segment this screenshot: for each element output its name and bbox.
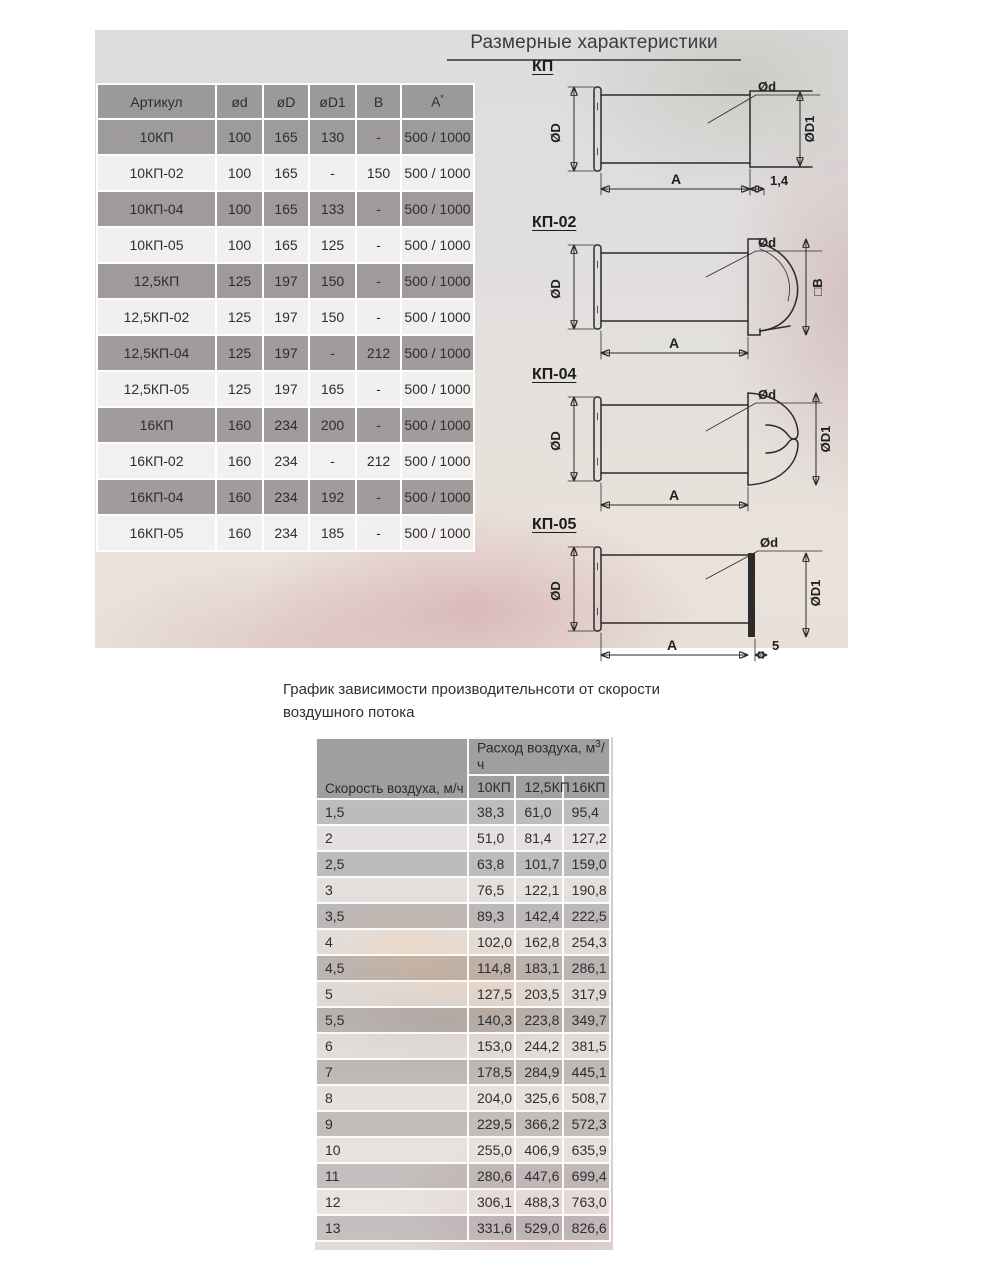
cell-speed: 4 (316, 929, 468, 955)
table-row (316, 1137, 610, 1163)
cell-d: 100 (216, 191, 263, 227)
cell-flow-16kp: 699,4 (563, 1163, 610, 1189)
kp-drawing-icon (510, 79, 848, 201)
dimensions-table (96, 83, 475, 552)
table-row (316, 1085, 610, 1111)
diagram-kp02-label: КП-02 (532, 214, 577, 231)
cell-D: 197 (263, 263, 309, 299)
cell-d: 125 (216, 335, 263, 371)
cell-flow-10kp: 102,0 (468, 929, 515, 955)
cell-flow-10kp: 255,0 (468, 1137, 515, 1163)
cell-flow-10kp: 89,3 (468, 903, 515, 929)
cell-speed: 13 (316, 1215, 468, 1241)
cell-flow-16kp: 127,2 (563, 825, 610, 851)
cell-speed: 7 (316, 1059, 468, 1085)
cell-articul: 12,5КП-02 (97, 299, 216, 335)
dim-label-od1: ØD1 (818, 425, 833, 453)
table-row (316, 851, 610, 877)
cell-B: - (356, 407, 401, 443)
kp05-drawing-icon (510, 537, 848, 665)
cell-flow-125kp: 366,2 (515, 1111, 562, 1137)
cell-flow-125kp: 488,3 (515, 1189, 562, 1215)
cell-speed: 3 (316, 877, 468, 903)
cell-flow-16kp: 508,7 (563, 1085, 610, 1111)
cell-flow-16kp: 317,9 (563, 981, 610, 1007)
table-row (97, 227, 474, 263)
cell-D: 197 (263, 371, 309, 407)
cell-flow-16kp: 95,4 (563, 799, 610, 825)
cell-flow-125kp: 244,2 (515, 1033, 562, 1059)
cell-D: 234 (263, 443, 309, 479)
cell-flow-16kp: 635,9 (563, 1137, 610, 1163)
cell-A: 500 / 1000 (401, 443, 474, 479)
table-row (316, 1059, 610, 1085)
column-header-flow: Расход воздуха, $м^3/ч$ (468, 738, 610, 775)
table-row (97, 299, 474, 335)
cell-A: 500 / 1000 (401, 155, 474, 191)
cell-D1: - (309, 443, 356, 479)
cell-speed: 5,5 (316, 1007, 468, 1033)
cell-articul: 12,5КП-05 (97, 371, 216, 407)
cell-flow-10kp: 306,1 (468, 1189, 515, 1215)
cell-flow-16kp: 763,0 (563, 1189, 610, 1215)
table-row (97, 443, 474, 479)
cell-D: 234 (263, 479, 309, 515)
dim-label-od1: ØD1 (808, 579, 823, 607)
cell-flow-16kp: 254,3 (563, 929, 610, 955)
table-row (316, 981, 610, 1007)
cell-flow-10kp: 76,5 (468, 877, 515, 903)
dim-label-a: A (668, 335, 680, 351)
table-row (97, 407, 474, 443)
dim-label-extra: 5 (772, 638, 780, 653)
cell-articul: 10КП-05 (97, 227, 216, 263)
dim-label-od-left: ØD (548, 431, 563, 451)
page-title: Размерные характеристики (447, 32, 741, 61)
cell-speed: 8 (316, 1085, 468, 1111)
cell-B: - (356, 515, 401, 551)
cell-B: - (356, 371, 401, 407)
cell-B: 150 (356, 155, 401, 191)
cell-D1: 130 (309, 119, 356, 155)
cell-speed: 2 (316, 825, 468, 851)
cell-d: 125 (216, 299, 263, 335)
cell-D1: 150 (309, 263, 356, 299)
table-row (316, 1111, 610, 1137)
cell-d: 100 (216, 155, 263, 191)
subcolumn-10kp: 10КП (468, 775, 515, 799)
cell-flow-125kp: 529,0 (515, 1215, 562, 1241)
cell-flow-10kp: 51,0 (468, 825, 515, 851)
cell-articul: 16КП-04 (97, 479, 216, 515)
cell-B: 212 (356, 335, 401, 371)
cell-A: 500 / 1000 (401, 119, 474, 155)
table-row (97, 479, 474, 515)
cell-d: 160 (216, 479, 263, 515)
diagram-kp-label: КП (532, 58, 554, 75)
cell-flow-16kp: 381,5 (563, 1033, 610, 1059)
cell-D: 165 (263, 155, 309, 191)
airflow-table-body (316, 799, 610, 1241)
a-star: * (440, 93, 444, 104)
cell-d: 100 (216, 227, 263, 263)
table-row (316, 1189, 610, 1215)
dim-label-b: □B (810, 278, 825, 296)
dim-label-a: A (668, 487, 680, 503)
cell-articul: 10КП-04 (97, 191, 216, 227)
table-row (97, 263, 474, 299)
cell-flow-16kp: 349,7 (563, 1007, 610, 1033)
cell-articul: 12,5КП-04 (97, 335, 216, 371)
cell-B: - (356, 191, 401, 227)
cell-flow-125kp: 203,5 (515, 981, 562, 1007)
cell-flow-125kp: 223,8 (515, 1007, 562, 1033)
cell-B: - (356, 227, 401, 263)
dimensions-table-header (97, 84, 474, 119)
dim-label-od-tube: Ød (758, 387, 777, 402)
cell-flow-16kp: 286,1 (563, 955, 610, 981)
cell-speed: 9 (316, 1111, 468, 1137)
cell-D: 165 (263, 227, 309, 263)
dim-label-od1: ØD1 (802, 115, 817, 143)
cell-speed: 11 (316, 1163, 468, 1189)
dim-label-a: A (670, 171, 682, 187)
airflow-section (315, 737, 613, 1250)
diagram-kp05 (510, 516, 848, 665)
cell-articul: 16КП (97, 407, 216, 443)
cell-A: 500 / 1000 (401, 227, 474, 263)
cell-d: 160 (216, 407, 263, 443)
cell-speed: 2,5 (316, 851, 468, 877)
cell-D: 234 (263, 407, 309, 443)
airflow-caption: График зависимости производительнсоти от скорости воздушного потока (283, 681, 660, 722)
cell-d: 125 (216, 263, 263, 299)
table-row (316, 1215, 610, 1241)
cell-flow-10kp: 127,5 (468, 981, 515, 1007)
cell-flow-125kp: 325,6 (515, 1085, 562, 1111)
cell-flow-125kp: 61,0 (515, 799, 562, 825)
subcolumn-16kp: 16КП (563, 775, 610, 799)
cell-A: 500 / 1000 (401, 263, 474, 299)
cell-flow-10kp: 140,3 (468, 1007, 515, 1033)
subcolumn-125kp: 12,5КП (515, 775, 562, 799)
cell-flow-125kp: 142,4 (515, 903, 562, 929)
cell-d: 160 (216, 515, 263, 551)
column-header-D1: øD1 (309, 84, 356, 119)
cell-flow-10kp: 204,0 (468, 1085, 515, 1111)
cell-flow-125kp: 162,8 (515, 929, 562, 955)
cell-D: 165 (263, 191, 309, 227)
cell-flow-125kp: 122,1 (515, 877, 562, 903)
table-row (97, 515, 474, 551)
cell-A: 500 / 1000 (401, 335, 474, 371)
diagram-kp05-label: КП-05 (532, 516, 577, 533)
cell-D1: 133 (309, 191, 356, 227)
cell-flow-16kp: 159,0 (563, 851, 610, 877)
diagram-kp02 (510, 214, 848, 365)
column-header-D: øD (263, 84, 309, 119)
cell-flow-10kp: 38,3 (468, 799, 515, 825)
dim-label-a: A (666, 637, 678, 653)
cell-flow-16kp: 826,6 (563, 1215, 610, 1241)
dim-label-od-tube: Ød (758, 79, 777, 94)
cell-flow-125kp: 183,1 (515, 955, 562, 981)
cell-flow-10kp: 229,5 (468, 1111, 515, 1137)
cell-D: 197 (263, 299, 309, 335)
column-header-A: A* (401, 84, 474, 119)
cell-D1: 185 (309, 515, 356, 551)
cell-d: 160 (216, 443, 263, 479)
table-row (316, 903, 610, 929)
cell-A: 500 / 1000 (401, 191, 474, 227)
cell-flow-10kp: 178,5 (468, 1059, 515, 1085)
cell-D1: 192 (309, 479, 356, 515)
cell-flow-16kp: 445,1 (563, 1059, 610, 1085)
column-header-articul: Артикул (97, 84, 216, 119)
cell-flow-16kp: 190,8 (563, 877, 610, 903)
table-row (316, 799, 610, 825)
cell-flow-125kp: 101,7 (515, 851, 562, 877)
diagram-kp04 (510, 366, 848, 517)
cell-flow-125kp: 81,4 (515, 825, 562, 851)
dim-label-od-left: ØD (548, 581, 563, 601)
column-header-B: B (356, 84, 401, 119)
cell-articul: 16КП-05 (97, 515, 216, 551)
cell-D1: - (309, 155, 356, 191)
cell-D1: 150 (309, 299, 356, 335)
cell-speed: 12 (316, 1189, 468, 1215)
cell-flow-10kp: 280,6 (468, 1163, 515, 1189)
cell-speed: 1,5 (316, 799, 468, 825)
cell-speed: 6 (316, 1033, 468, 1059)
cell-speed: 10 (316, 1137, 468, 1163)
cell-flow-10kp: 63,8 (468, 851, 515, 877)
airflow-table-header (316, 738, 610, 799)
cell-A: 500 / 1000 (401, 299, 474, 335)
cell-flow-125kp: 447,6 (515, 1163, 562, 1189)
cell-D1: 165 (309, 371, 356, 407)
cell-D1: 200 (309, 407, 356, 443)
table-row (316, 1033, 610, 1059)
cell-speed: 4,5 (316, 955, 468, 981)
table-row (97, 119, 474, 155)
cell-B: - (356, 299, 401, 335)
cell-flow-16kp: 222,5 (563, 903, 610, 929)
cell-flow-10kp: 331,6 (468, 1215, 515, 1241)
cell-A: 500 / 1000 (401, 479, 474, 515)
cell-flow-125kp: 284,9 (515, 1059, 562, 1085)
kp04-drawing-icon (510, 387, 848, 517)
column-header-d: ød (216, 84, 263, 119)
table-row (97, 191, 474, 227)
cell-flow-16kp: 572,3 (563, 1111, 610, 1137)
dimensions-table-body (97, 119, 474, 551)
cell-A: 500 / 1000 (401, 407, 474, 443)
cell-articul: 10КП (97, 119, 216, 155)
table-row (97, 371, 474, 407)
table-row (316, 1163, 610, 1189)
diagram-kp04-label: КП-04 (532, 366, 577, 383)
table-row (316, 955, 610, 981)
cell-B: - (356, 263, 401, 299)
dim-label-od-left: ØD (548, 279, 563, 299)
cell-flow-125kp: 406,9 (515, 1137, 562, 1163)
column-header-speed: Скорость воздуха, м/ч (316, 738, 468, 799)
cell-D: 234 (263, 515, 309, 551)
cell-D1: - (309, 335, 356, 371)
kp02-drawing-icon (510, 235, 848, 365)
cell-articul: 16КП-02 (97, 443, 216, 479)
cell-D1: 125 (309, 227, 356, 263)
cell-A: 500 / 1000 (401, 371, 474, 407)
table-row (316, 929, 610, 955)
table-row (97, 335, 474, 371)
cell-flow-10kp: 114,8 (468, 955, 515, 981)
cell-B: - (356, 119, 401, 155)
cell-B: - (356, 479, 401, 515)
cell-D: 165 (263, 119, 309, 155)
table-row (97, 155, 474, 191)
airflow-table (315, 737, 611, 1242)
cell-A: 500 / 1000 (401, 515, 474, 551)
cell-d: 100 (216, 119, 263, 155)
cell-speed: 5 (316, 981, 468, 1007)
cell-flow-10kp: 153,0 (468, 1033, 515, 1059)
dimensions-section (95, 30, 848, 653)
table-row (316, 1007, 610, 1033)
table-row (316, 825, 610, 851)
dim-label-od-tube: Ød (760, 537, 779, 550)
dim-label-od-left: ØD (548, 123, 563, 143)
cell-B: 212 (356, 443, 401, 479)
cell-articul: 12,5КП (97, 263, 216, 299)
cell-speed: 3,5 (316, 903, 468, 929)
dim-label-od-tube: Ød (758, 235, 777, 250)
table-row (316, 877, 610, 903)
cell-articul: 10КП-02 (97, 155, 216, 191)
dim-label-extra: 1,4 (770, 173, 789, 188)
cell-D: 197 (263, 335, 309, 371)
diagram-kp (510, 58, 848, 201)
cell-d: 125 (216, 371, 263, 407)
